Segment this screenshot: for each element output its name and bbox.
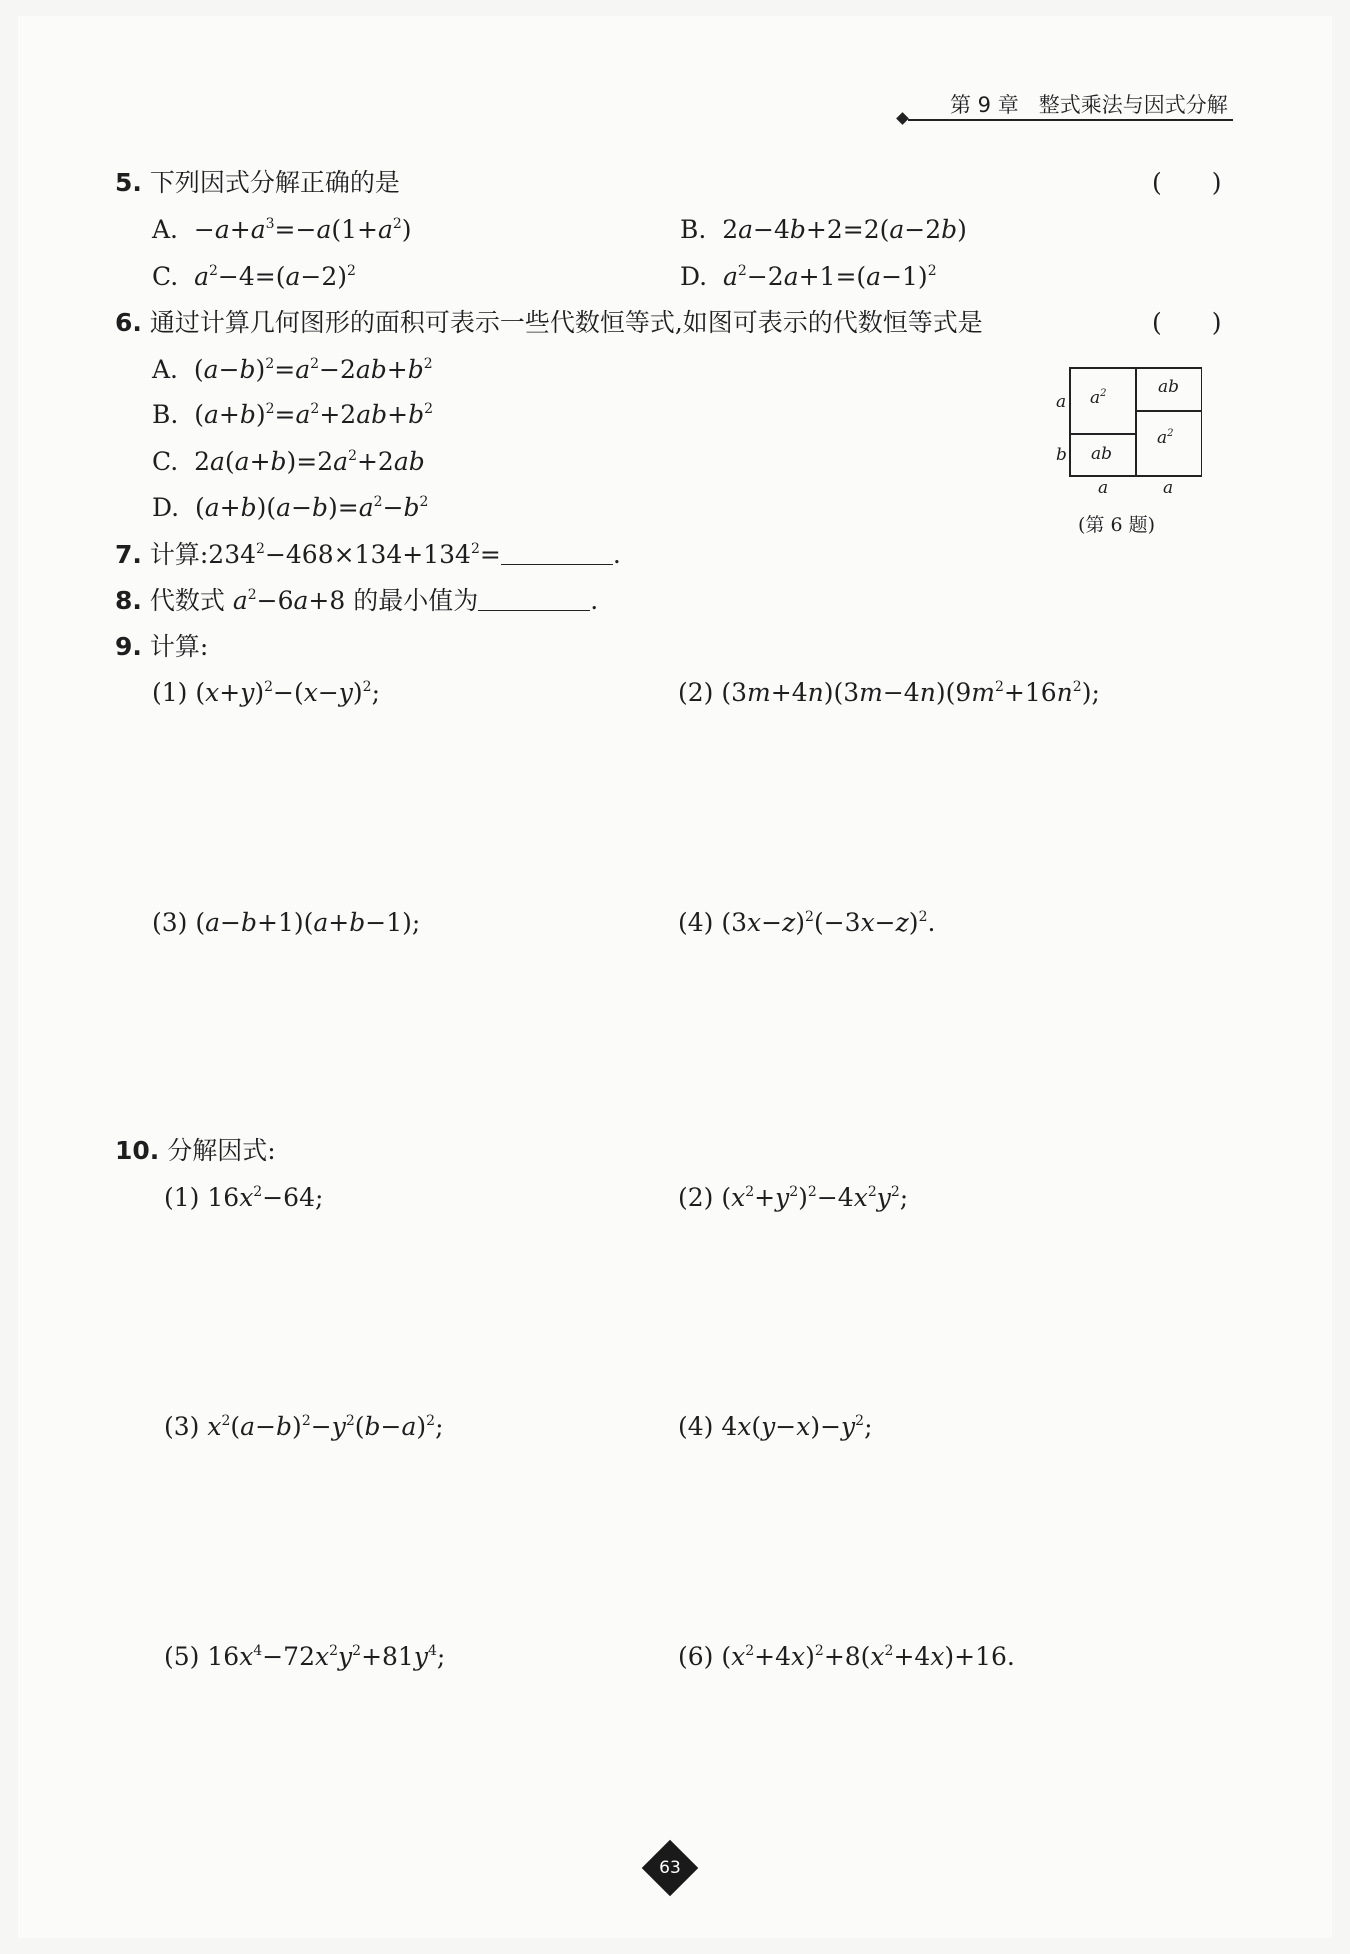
figure-caption: (第 6 题) xyxy=(1078,514,1155,536)
question-stem: 代数式 xyxy=(149,586,225,615)
figure-bottom-label-a: a xyxy=(1098,478,1109,498)
option-d: D. $(a+b)(a-b)=a^2-b^2$ xyxy=(152,493,429,522)
figure-side-label-b: b xyxy=(1056,445,1067,465)
question-stem: 计算: xyxy=(149,540,209,569)
question-5 xyxy=(115,168,400,198)
chapter-title: 整式乘法与因式分解 xyxy=(1038,93,1228,117)
answer-paren: ( ) xyxy=(1152,168,1222,197)
option-label: C. xyxy=(152,262,179,291)
question-number: 7. xyxy=(115,540,142,569)
chapter-number: 第 9 章 xyxy=(950,93,1019,117)
question-8: 8. 代数式 $a^2-6a+8$ 的最小值为 . xyxy=(115,586,599,615)
answer-blank[interactable] xyxy=(478,588,590,611)
subquestion-10-3: (3) $x^2(a-b)^2-y^2(b-a)^2$; xyxy=(164,1412,444,1441)
subquestion-9-2: (2) $(3m+4n)(3m-4n)(9m^2+16n^2)$; xyxy=(678,678,1100,707)
question-stem: 通过计算几何图形的面积可表示一些代数恒等式,如图可表示的代数恒等式是 xyxy=(149,308,983,337)
subquestion-9-3: (3) (a−b+1)(a+b−1); xyxy=(152,908,421,937)
subquestion-10-2: (2) $(x^2+y^2)^2-4x^2y^2$; xyxy=(678,1183,909,1212)
subquestion-10-1: (1) $16x^2-64$; xyxy=(164,1183,324,1212)
option-b: B. 2a−4b+2=2(a−2b) xyxy=(680,215,967,244)
page-number: 63 xyxy=(659,1858,681,1878)
question-number: 6. xyxy=(115,308,142,337)
option-label: B. xyxy=(152,400,179,429)
question-number: 5. xyxy=(115,168,142,197)
figure-label-a2: $a^2$ xyxy=(1157,428,1174,448)
option-label: D. xyxy=(152,493,180,522)
option-a: A. $(a-b)^2=a^2-2ab+b^2$ xyxy=(152,355,433,384)
question-stem: 下列因式分解正确的是 xyxy=(149,168,400,197)
option-label: D. xyxy=(680,262,708,291)
option-label: A. xyxy=(152,215,179,244)
question-10 xyxy=(115,1136,276,1166)
question-7: 7. 计算$:234^2-468\times 134+134^2=$ . xyxy=(115,540,621,569)
option-label: C. xyxy=(152,447,179,476)
question-stem: 计算: xyxy=(149,632,209,661)
figure-bottom-label-a: a xyxy=(1163,478,1174,498)
question-9 xyxy=(115,632,208,662)
answer-paren: ( ) xyxy=(1152,308,1222,337)
answer-blank[interactable] xyxy=(501,542,613,565)
subquestion-9-4: (4) $(3x-z)^2(-3x-z)^2$. xyxy=(678,908,936,937)
subquestion-9-1: (1) $(x+y)^2-(x-y)^2$; xyxy=(152,678,381,707)
question-number: 9. xyxy=(115,632,142,661)
subquestion-10-5: (5) $16x^4-72x^2y^2+81y^4$; xyxy=(164,1642,446,1671)
figure-label-ab: ab xyxy=(1091,444,1113,464)
subquestion-10-4: (4) $4x(y-x)-y^2$; xyxy=(678,1412,873,1441)
figure-label-ab: ab xyxy=(1158,377,1180,397)
option-label: B. xyxy=(680,215,707,244)
subquestion-10-6: (6) $(x^2+4x)^2+8(x^2+4x)+16$. xyxy=(678,1642,1015,1671)
question-number: 10. xyxy=(115,1136,160,1165)
question-6-figure xyxy=(1052,362,1202,492)
chapter-header xyxy=(950,92,1228,118)
header-rule xyxy=(908,119,1233,121)
question-stem: 分解因式: xyxy=(167,1136,276,1165)
question-number: 8. xyxy=(115,586,142,615)
question-stem: 的最小值为 xyxy=(353,586,479,615)
option-b: B. $(a+b)^2=a^2+2ab+b^2$ xyxy=(152,400,433,429)
option-d: D. $a^2-2a+1=(a-1)^2$ xyxy=(680,262,937,291)
option-a: A. $-a+a^3=-a(1+a^2)$ xyxy=(152,215,412,244)
question-6 xyxy=(115,308,983,338)
option-c: C. $2a(a+b)=2a^2+2ab$ xyxy=(152,447,425,476)
figure-side-label-a: a xyxy=(1056,392,1067,412)
figure-label-a2: $a^2$ xyxy=(1090,388,1107,408)
option-label: A. xyxy=(152,355,179,384)
option-c: C. $a^2-4=(a-2)^2$ xyxy=(152,262,356,291)
